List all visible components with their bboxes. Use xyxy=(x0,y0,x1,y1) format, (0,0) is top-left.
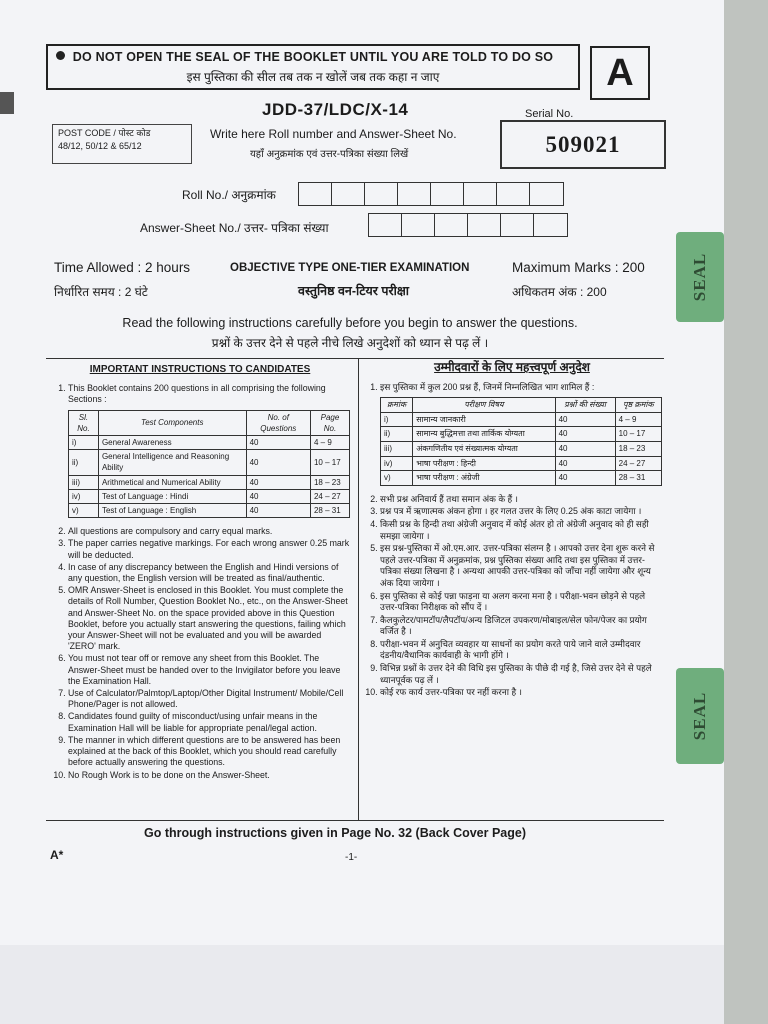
exam-type: OBJECTIVE TYPE ONE-TIER EXAMINATION xyxy=(230,262,470,274)
exam-type-hindi: वस्तुनिष्ठ वन-टियर परीक्षा xyxy=(298,284,410,298)
table-cell: iii) xyxy=(69,475,99,489)
table-cell: Arithmetical and Numerical Ability xyxy=(98,475,246,489)
instruction-item: 10. No Rough Work is to be done on the Answer-Sheet. xyxy=(68,770,350,781)
back-cover-note: Go through instructions given in Page No. 32 (Back Cover Page) xyxy=(144,826,527,840)
instruction-item-hindi: 6. इस पुस्तिका से कोई पन्ना फाड़ना या अलग करना मना है । परीक्षा-भवन छोड़ने से पहले उत्तर-पत्रिका निरीक्षक को सौंप दें । xyxy=(380,591,662,614)
table-cell: 40 xyxy=(246,504,310,518)
table-cell: 4 – 9 xyxy=(310,436,349,450)
table-header: क्रमांक xyxy=(381,398,413,413)
table-cell: 18 – 23 xyxy=(615,441,661,456)
table-cell: भाषा परीक्षण : हिन्दी xyxy=(413,456,555,471)
registration-mark xyxy=(0,92,14,114)
column-divider xyxy=(358,358,359,820)
table-header: परीक्षण विषय xyxy=(413,398,555,413)
table-cell: v) xyxy=(381,471,413,486)
post-code-label: POST CODE / पोस्ट कोड xyxy=(58,128,151,138)
roll-number-field[interactable] xyxy=(298,182,564,206)
answer-sheet-digit-box[interactable] xyxy=(468,214,501,236)
instruction-item: 2. All questions are compulsory and carry equal marks. xyxy=(68,526,350,537)
table-cell: 10 – 17 xyxy=(310,450,349,475)
seal-sticker-bottom[interactable] xyxy=(676,668,724,764)
roll-digit-box[interactable] xyxy=(497,183,530,205)
answer-sheet-field[interactable] xyxy=(368,213,568,237)
table-row xyxy=(381,427,662,442)
serial-box xyxy=(500,120,666,169)
table-header-row xyxy=(381,398,662,413)
instruction-item-1-hindi: 1. इस पुस्तिका में कुल 200 प्रश्न हैं, जिनमें निम्नलिखित भाग शामिल हैं : क्रमांक परीक्षण विषय प्रश्नों की संख्या पृष्ठ क्रमांक i) सामान्य जानकारी 40 4 – 9 ii) सामान्य बुद्धिमत्ता तथा तार्किक योग्यता 40 10 – 17 iii) अंकगणितीय एवं संख्यात्मक योग्यता 40 18 – 23 iv) भाषा परीक्षण : हिन्दी 40 24 – 27 v) भाषा परीक्षण : अंग्रेजी 40 28 – 31 xyxy=(380,382,662,486)
instruction-item: 3. The paper carries negative markings. For each wrong answer 0.25 mark will be deducted. xyxy=(68,538,350,560)
write-roll-instruction: Write here Roll number and Answer-Sheet No. xyxy=(210,127,457,141)
table-cell: General Intelligence and Reasoning Ability xyxy=(98,450,246,475)
table-cell: 40 xyxy=(246,450,310,475)
serial-label: Serial No. xyxy=(525,108,574,120)
instruction-item: 9. The manner in which different questions are to be answered has been explained at the back of this Booklet, which you should read carefully before actually answering the questions. xyxy=(68,735,350,769)
seal-label: SEAL xyxy=(690,691,710,741)
table-row xyxy=(69,436,350,450)
table-cell: 40 xyxy=(555,471,615,486)
table-cell: iv) xyxy=(381,456,413,471)
seal-label: SEAL xyxy=(690,252,710,302)
sections-table xyxy=(68,410,350,519)
seal-warning-box xyxy=(46,44,580,90)
table-cell: General Awareness xyxy=(98,436,246,450)
table-cell: अंकगणितीय एवं संख्यात्मक योग्यता xyxy=(413,441,555,456)
table-header: पृष्ठ क्रमांक xyxy=(615,398,661,413)
table-row xyxy=(381,412,662,427)
table-row xyxy=(381,471,662,486)
table-cell: Test of Language : Hindi xyxy=(98,489,246,503)
answer-sheet-digit-box[interactable] xyxy=(534,214,567,236)
instruction-item-hindi: 7. कैलकुलेटर/पामटॉप/लैपटॉप/अन्य डिजिटल उपकरण/मोबाइल/सेल फोन/पेजर का प्रयोग वर्जित है । xyxy=(380,615,662,638)
sections-table-hindi xyxy=(380,397,662,486)
series-box xyxy=(590,46,650,100)
table-cell: iv) xyxy=(69,489,99,503)
table-cell: i) xyxy=(69,436,99,450)
table-row xyxy=(381,456,662,471)
warning-hindi: इस पुस्तिका की सील तब तक न खोलें जब तक कहा न जाए xyxy=(186,70,440,84)
table-row xyxy=(381,441,662,456)
roll-digit-box[interactable] xyxy=(431,183,464,205)
answer-sheet-digit-box[interactable] xyxy=(402,214,435,236)
exam-code: JDD-37/LDC/X-14 xyxy=(262,100,409,119)
table-cell: 40 xyxy=(246,475,310,489)
roll-number-label: Roll No./ अनुक्रमांक xyxy=(182,188,276,202)
table-cell: iii) xyxy=(381,441,413,456)
series-letter: A xyxy=(606,52,634,94)
table-cell: ii) xyxy=(69,450,99,475)
series-mark: A* xyxy=(50,848,64,862)
scan-bottom-area xyxy=(0,945,724,1024)
table-row xyxy=(69,475,350,489)
table-cell: 40 xyxy=(555,441,615,456)
table-cell: i) xyxy=(381,412,413,427)
instruction-item-1: 1. This Booklet contains 200 questions in all comprising the following Sections : Sl. No. Test Components No. of Questions Page No. i) General Awareness 40 4 – 9 ii) General Intelligence and Reasoning Ability 40 10 – 17 iii) Arithmetical and Numerical Ability 40 18 – 23 iv) Test of Language : Hindi 40 24 – 27 v) Test of Language : English 40 28 – 31 xyxy=(68,383,350,518)
table-cell: 4 – 9 xyxy=(615,412,661,427)
table-cell: Test of Language : English xyxy=(98,504,246,518)
instructions-english xyxy=(50,364,350,782)
table-header: No. of Questions xyxy=(246,410,310,435)
table-cell: 10 – 17 xyxy=(615,427,661,442)
bottom-rule xyxy=(46,820,664,821)
page-number: -1- xyxy=(345,852,358,863)
table-header: प्रश्नों की संख्या xyxy=(555,398,615,413)
time-allowed: Time Allowed : 2 hours xyxy=(54,260,191,275)
instruction-item-hindi: 10. कोई रफ कार्य उत्तर-पत्रिका पर नहीं करना है । xyxy=(380,687,662,699)
table-cell: 40 xyxy=(246,436,310,450)
table-header: Test Components xyxy=(98,410,246,435)
table-header: Page No. xyxy=(310,410,349,435)
instruction-item: 7. Use of Calculator/Palmtop/Laptop/Other Digital Instrument/ Mobile/Cell Phone/Pager is not allowed. xyxy=(68,688,350,710)
answer-sheet-digit-box[interactable] xyxy=(501,214,534,236)
warning-english: DO NOT OPEN THE SEAL OF THE BOOKLET UNTIL YOU ARE TOLD TO DO SO xyxy=(72,50,554,64)
table-cell: भाषा परीक्षण : अंग्रेजी xyxy=(413,471,555,486)
instruction-item-hindi: 3. प्रश्न पत्र में ऋणात्मक अंकन होगा । हर गलत उत्तर के लिए 0.25 अंक काटा जायेगा । xyxy=(380,506,662,518)
table-cell: सामान्य बुद्धिमत्ता तथा तार्किक योग्यता xyxy=(413,427,555,442)
roll-digit-box[interactable] xyxy=(332,183,365,205)
table-cell: 40 xyxy=(555,427,615,442)
instruction-item-hindi: 8. परीक्षा-भवन में अनुचित व्यवहार या साधनों का प्रयोग करते पाये जाने वाले उम्मीदवार दंडनीय/वैधानिक कार्यवाही के भागी होंगे । xyxy=(380,639,662,662)
instruction-item: 8. Candidates found guilty of misconduct/using unfair means in the Examination Hall will be liable for appropriate penal/legal action. xyxy=(68,711,350,733)
read-instructions-hindi: प्रश्नों के उत्तर देने से पहले नीचे लिखे अनुदेशों को ध्यान से पढ़ लें । xyxy=(211,336,489,350)
instruction-item-hindi: 5. इस प्रश्न-पुस्तिका में ओ.एम.आर. उत्तर-पत्रिका संलग्न है । आपको उत्तर देना शुरू करने से पहले उत्तर-पत्रिका में अनुक्रमांक, प्रश्न पुस्तिका संख्या आदि तथा इस पुस्तिका में उत्तर-पत्रिका संख्या लिखना है । अन्यथा आपकी उत्तर-पत्रिका को जाँचा नहीं जायेगा और शून्य अंक दिया जायेगा । xyxy=(380,543,662,589)
instruction-item: 5. OMR Answer-Sheet is enclosed in this Booklet. You must complete the details of Roll Number, Question Booklet No., etc., on the Answer-Sheet and Answer-Sheet No. on the space provided above in this Question Booklet, before you actually start answering the questions, failing which your Answer-Sheet will not be evaluated and you will be awarded 'ZERO' mark. xyxy=(68,585,350,652)
table-cell: 40 xyxy=(555,456,615,471)
instructions-title: IMPORTANT INSTRUCTIONS TO CANDIDATES xyxy=(89,364,311,375)
scan-edge xyxy=(724,0,768,1024)
post-code-box xyxy=(52,124,192,164)
instructions-title-hindi: उम्मीदवारों के लिए महत्त्वपूर्ण अनुदेश xyxy=(434,360,590,374)
table-header-row xyxy=(69,410,350,435)
roll-digit-box[interactable] xyxy=(365,183,398,205)
instruction-item-hindi: 4. किसी प्रश्न के हिन्दी तथा अंग्रेजी अनुवाद में कोई अंतर हो तो अंग्रेजी अनुवाद को ही सही समझा जायेगा । xyxy=(380,519,662,542)
table-row xyxy=(69,504,350,518)
answer-sheet-label: Answer-Sheet No./ उत्तर- पत्रिका संख्या xyxy=(140,221,329,235)
roll-digit-box[interactable] xyxy=(398,183,431,205)
post-code-value: 48/12, 50/12 & 65/12 xyxy=(58,141,142,151)
table-cell: 28 – 31 xyxy=(615,471,661,486)
time-allowed-hindi: निर्धारित समय : 2 घंटे xyxy=(54,285,148,299)
table-cell: 24 – 27 xyxy=(310,489,349,503)
table-cell: 24 – 27 xyxy=(615,456,661,471)
table-cell: सामान्य जानकारी xyxy=(413,412,555,427)
roll-digit-box[interactable] xyxy=(530,183,563,205)
table-cell: 18 – 23 xyxy=(310,475,349,489)
write-roll-instruction-hindi: यहाँ अनुक्रमांक एवं उत्तर-पत्रिका संख्या लिखें xyxy=(250,149,409,160)
serial-number: 509021 xyxy=(545,132,621,157)
answer-sheet-digit-box[interactable] xyxy=(369,214,402,236)
instruction-item: 4. In case of any discrepancy between the English and Hindi versions of any question, the English version will be treated as final/authentic. xyxy=(68,562,350,584)
answer-sheet-digit-box[interactable] xyxy=(435,214,468,236)
maximum-marks-hindi: अधिकतम अंक : 200 xyxy=(512,285,607,299)
table-cell: ii) xyxy=(381,427,413,442)
instruction-item: 6. You must not tear off or remove any sheet from this Booklet. The Answer-Sheet must be handed over to the Invigilator before you leave the Examination Hall. xyxy=(68,653,350,687)
table-row xyxy=(69,450,350,475)
table-cell: 28 – 31 xyxy=(310,504,349,518)
seal-sticker-top[interactable] xyxy=(676,232,724,322)
roll-digit-box[interactable] xyxy=(299,183,332,205)
table-cell: 40 xyxy=(246,489,310,503)
table-cell: 40 xyxy=(555,412,615,427)
roll-digit-box[interactable] xyxy=(464,183,497,205)
instruction-item-hindi: 9. विभिन्न प्रश्नों के उत्तर देने की विधि इस पुस्तिका के पीछे दी गई है, जिसे उत्तर देने से पहले ध्यानपूर्वक पढ़ लें । xyxy=(380,663,662,686)
table-cell: v) xyxy=(69,504,99,518)
instruction-item-hindi: 2. सभी प्रश्न अनिवार्य हैं तथा समान अंक के हैं । xyxy=(380,494,662,506)
table-header: Sl. No. xyxy=(69,410,99,435)
maximum-marks: Maximum Marks : 200 xyxy=(512,260,645,275)
table-row xyxy=(69,489,350,503)
instructions-hindi xyxy=(362,362,662,700)
read-instructions: Read the following instructions carefully before you begin to answer the questions. xyxy=(122,316,578,330)
